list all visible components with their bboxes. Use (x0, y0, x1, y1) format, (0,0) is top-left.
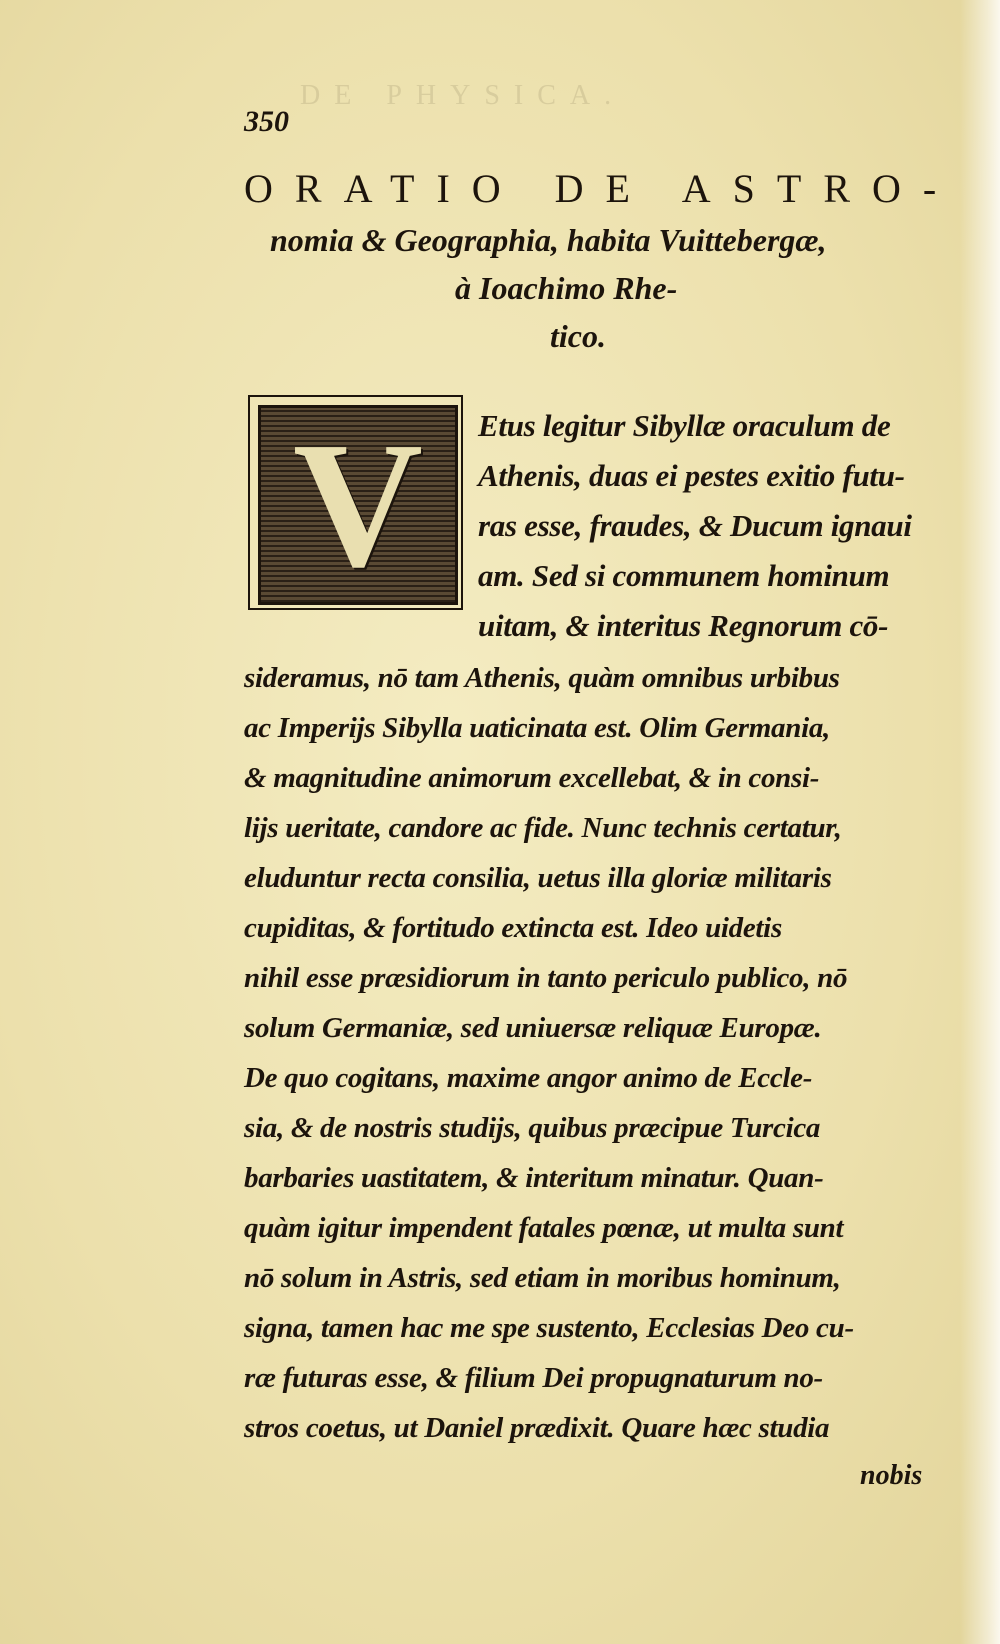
body-line: & magnitudine animorum excellebat, & in consi- (244, 762, 820, 794)
title-line-3: tico. (550, 318, 606, 354)
page-edge (960, 0, 1000, 1644)
title-line-2: à Ioachimo Rhe- (455, 270, 678, 306)
body-line: nō solum in Astris, sed etiam in moribus hominum, (244, 1262, 841, 1294)
body-line: De quo cogitans, maxime angor animo de Eccle- (244, 1062, 813, 1094)
title-caps: ORATIO DE ASTRO- (244, 166, 959, 211)
initial-letter: V (293, 405, 423, 604)
catchword: nobis (860, 1460, 923, 1491)
body-line: solum Germaniæ, sed uniuersæ reliquæ Europæ. (244, 1012, 822, 1044)
body-line: lijs ueritate, candore ac fide. Nunc technis certatur, (244, 812, 842, 844)
body-line: Etus legitur Sibyllæ oraculum de (478, 408, 891, 443)
body-line: Athenis, duas ei pestes exitio futu- (478, 458, 905, 493)
body-line: barbaries uastitatem, & interitum minatur. Quan- (244, 1162, 824, 1194)
body-line: uitam, & interitus Regnorum cō- (478, 608, 889, 643)
body-line: signa, tamen hac me spe sustento, Ecclesias Deo cu- (244, 1312, 854, 1344)
page-number: 350 (244, 105, 289, 138)
body-line: stros coetus, ut Daniel prædixit. Quare hæc studia (244, 1412, 830, 1444)
running-head-ghost: DE PHYSICA. (300, 80, 626, 111)
decorated-initial (258, 405, 458, 605)
body-line: eluduntur recta consilia, uetus illa gloriæ militaris (244, 862, 832, 894)
body-line: ac Imperijs Sibylla uaticinata est. Olim Germania, (244, 712, 830, 744)
body-line: ræ futuras esse, & filium Dei propugnaturum no- (244, 1362, 823, 1394)
body-line: sia, & de nostris studijs, quibus præcipue Turcica (244, 1112, 821, 1144)
title-line-1: nomia & Geographia, habita Vuittebergæ, (270, 222, 827, 258)
body-line: quàm igitur impendent fatales pœnæ, ut multa sunt (244, 1212, 844, 1244)
body-line: nihil esse præsidiorum in tanto periculo publico, nō (244, 962, 848, 994)
body-line: ras esse, fraudes, & Ducum ignaui (478, 508, 912, 543)
body-line: cupiditas, & fortitudo extincta est. Ideo uidetis (244, 912, 782, 944)
body-line: am. Sed si communem hominum (478, 558, 890, 593)
body-line: sideramus, nō tam Athenis, quàm omnibus urbibus (244, 662, 840, 694)
